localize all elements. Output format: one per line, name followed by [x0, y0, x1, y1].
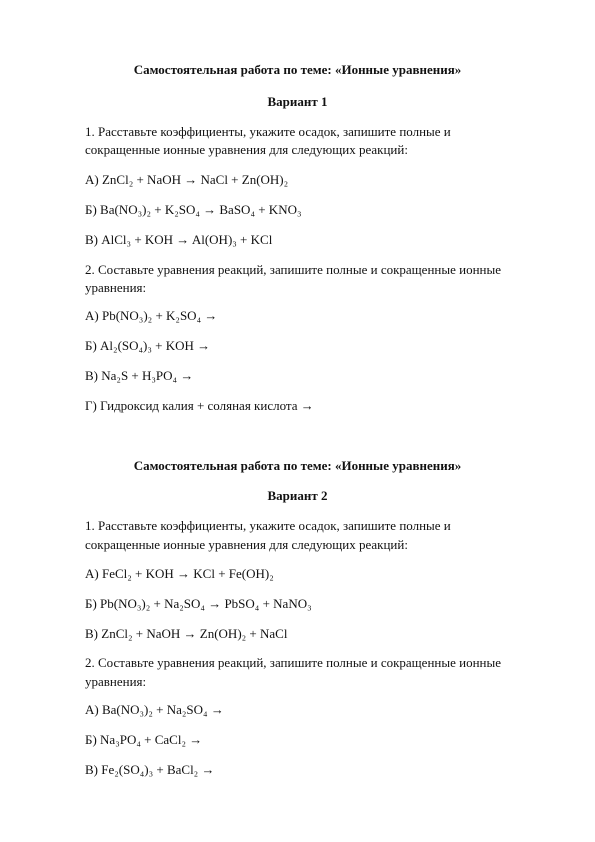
reaction-line: А) Ba(NO₃)₂ + Na₂SO₄ → [85, 702, 224, 717]
reaction-line: Б) Na₃PO₄ + CaCl₂ → [85, 732, 203, 747]
task2-instruction-line1: 2. Составьте уравнения реакций, запишите полные и сокращенные ионные [85, 655, 501, 670]
task2-instruction-line2: уравнения: [85, 674, 147, 689]
reaction-line: А) FeCl₂ + KOH → KCl + Fe(OH)₂ [85, 566, 274, 581]
reaction-line: В) AlCl₃ + KOH → Al(OH)₃ + KCl [85, 232, 273, 247]
task1-instruction-line2: сокращенные ионные уравнения для следующих реакций: [85, 537, 408, 552]
variant-heading: Вариант 1 [267, 94, 328, 109]
reaction-line: Б) Pb(NO₃)₂ + Na₂SO₄ → PbSO₄ + NaNO₃ [85, 596, 312, 611]
variant-heading: Вариант 2 [267, 488, 328, 503]
task2-instruction-line1: 2. Составьте уравнения реакций, запишите полные и сокращенные ионные [85, 262, 501, 277]
worksheet-title: Самостоятельная работа по теме: «Ионные уравнения» [133, 458, 462, 473]
reaction-line: В) Na₂S + H₃PO₄ → [85, 368, 194, 383]
reaction-line: Б) Al₂(SO₄)₃ + KOH → [85, 338, 211, 353]
reaction-line: В) Fe₂(SO₄)₃ + BaCl₂ → [85, 762, 215, 777]
reaction-line: Г) Гидроксид калия + соляная кислота → [85, 398, 314, 413]
task1-instruction-line1: 1. Расставьте коэффициенты, укажите осадок, запишите полные и [85, 518, 451, 533]
task1-instruction-line2: сокращенные ионные уравнения для следующих реакций: [85, 142, 408, 157]
task2-instruction-line2: уравнения: [85, 280, 147, 295]
task1-instruction-line1: 1. Расставьте коэффициенты, укажите осадок, запишите полные и [85, 124, 451, 139]
reaction-line: Б) Ba(NO₃)₂ + K₂SO₄ → BaSO₄ + KNO₃ [85, 202, 302, 217]
reaction-line: А) Pb(NO₃)₂ + K₂SO₄ → [85, 308, 218, 323]
reaction-line: А) ZnCl₂ + NaOH → NaCl + Zn(OH)₂ [85, 172, 289, 187]
worksheet-title: Самостоятельная работа по теме: «Ионные уравнения» [133, 62, 462, 77]
reaction-line: В) ZnCl₂ + NaOH → Zn(OH)₂ + NaCl [85, 626, 288, 641]
